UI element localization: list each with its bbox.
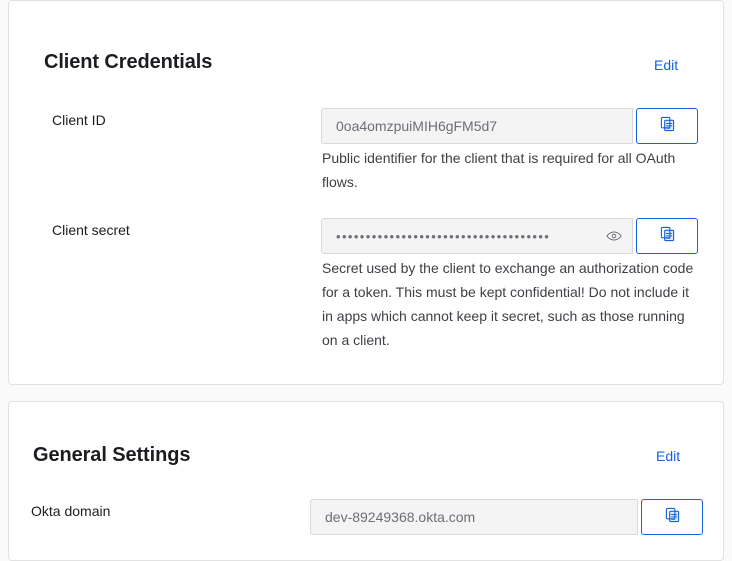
client-id-help-text: Public identifier for the client that is required for all OAuth flows. [322,150,676,190]
copy-okta-domain-button[interactable] [641,499,703,535]
copy-icon [665,507,680,528]
general-settings-card [8,401,724,561]
client-secret-value: •••••••••••••••••••••••••••••••••••• [336,228,551,244]
client-id-value: 0oa4omzpuiMIH6gFM5d7 [336,118,498,134]
copy-client-id-button[interactable] [636,108,698,144]
client-id-input[interactable] [321,108,633,144]
client-secret-input[interactable] [321,218,633,254]
client-credentials-card [8,0,724,385]
okta-domain-input[interactable] [310,499,638,535]
edit-client-credentials-button[interactable]: Edit [654,57,679,73]
copy-icon [660,116,675,137]
eye-icon[interactable] [606,230,622,242]
client-secret-label: Client secret [52,222,130,238]
okta-domain-label: Okta domain [31,503,111,519]
okta-domain-row [310,499,703,535]
page-title-general-settings: General Settings [33,444,191,466]
page-title-client-credentials: Client Credentials [44,51,213,73]
client-secret-row [321,218,698,254]
copy-client-secret-button[interactable] [636,218,698,254]
client-id-label: Client ID [52,112,106,128]
client-secret-help-text: Secret used by the client to exchange an authorization code for a token. This must be kept confidential! Do not include it in apps which cannot keep it secret, such as those running on a client. [322,260,694,348]
copy-icon [660,226,675,247]
edit-general-settings-button[interactable]: Edit [656,448,681,464]
client-id-row [321,108,698,144]
okta-domain-value: dev-89249368.okta.com [325,509,476,525]
